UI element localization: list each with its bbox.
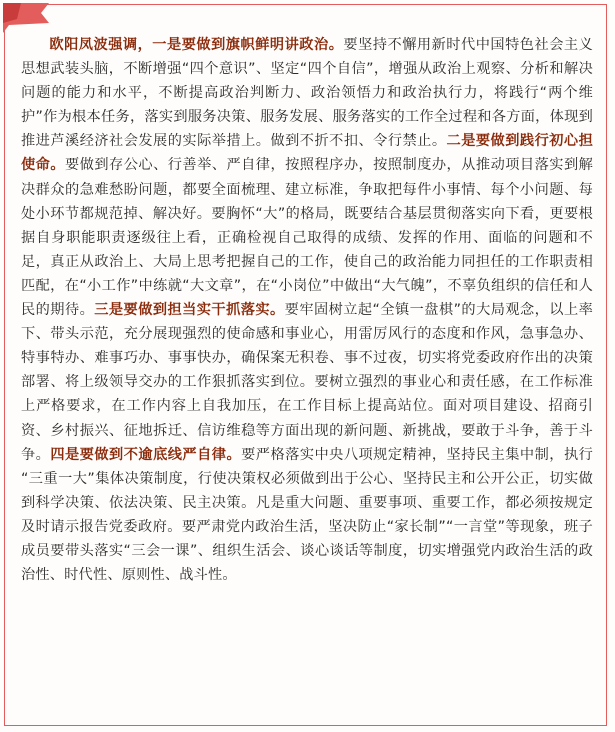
paragraph-4: 要严格落实中央八项规定精神，坚持民主集中制，执行 “三重一大”集体决策制度，行使决策权必须做到出于公心、坚持民主和公开公正，切实做到科学决策、依法决策、民主决策。凡是重大问题、重要事项、重要工作，都必须按规定及时请示报告党委政府。要严肃党内政治生活，坚决防止“家长制”“一言堂”等现象，班子成员要带头落实“三会一课”、组织生活会、谈心谈话等制度，切实增强党内政治生活的政治性、时代性、原则性、战斗性。 — [21, 446, 593, 584]
article-frame — [4, 4, 607, 726]
paragraph-1: 要坚持不懈用新时代中国特色社会主义思想武装头脑，不断增强“四个意识”、坚定“四个自信”，增强从政治上观察、分析和解决问题的能力和水平，不断提高政治判断力、政治领悟力和政治执行力，将践行“两个维护”作为根本任务，落实到服务决策、服务发展、服务落实的工作全过程和各方面，体现到推进芦溪经济社会发展的实际举措上。做到不折不扣、令行禁止。 — [21, 37, 593, 150]
paragraph-3: 要牢固树立起“全镇一盘棋”的大局观念，以上率下、带头示范，充分展现强烈的使命感和事业心，用雷厉风行的态度和作风，急事急办、特事特办、难事巧办、事事快办，确保案无积卷、事不过夜，切实将党委政府作出的决策部署、将上级领导交办的工作狠抓落实到位。要树立强烈的事业心和责任感，在工作标准上严格要求，在工作内容上自我加压，在工作目标上提高站位。面对项目建设、招商引资、乡村振兴、征地拆迁、信访维稳等方面出现的新问题、新挑战，要敢于斗争，善于斗争。 — [21, 302, 593, 463]
paragraph-2: 要做到存公心、行善举、严自律，按照程序办，按照制度办，从推动项目落实到解决群众的急难愁盼问题，都要全面梳理、建立标准，争取把每件小事情、每个小问题、每处小环节都规范掉、解决好。要胸怀“大”的格局，既要结合基层贯彻落实向下看，更要根据自身职能职责逐级往上看，正确检视自己取得的成绩、发挥的作用、面临的问题和不足，真正从政治上、大局上思考把握自己的工作，使自己的政治能力同担任的工作职责相匹配，在“小工作”中练就“大文章”，在“小岗位”中做出“大气魄”，不辜负组织的信任和人民的期待。 — [21, 157, 594, 319]
flag-ribbon-icon — [3, 3, 51, 33]
heading-1: 欧阳凤波强调，一是要做到旗帜鲜明讲政治。 — [49, 37, 344, 53]
heading-3: 三是要做到担当实干抓落实。 — [94, 302, 285, 319]
article-body — [21, 33, 593, 587]
heading-4: 四是要做到不逾底线严自律。 — [50, 446, 242, 463]
heading-2: 二是要做到践行初心担使命。 — [21, 133, 593, 174]
